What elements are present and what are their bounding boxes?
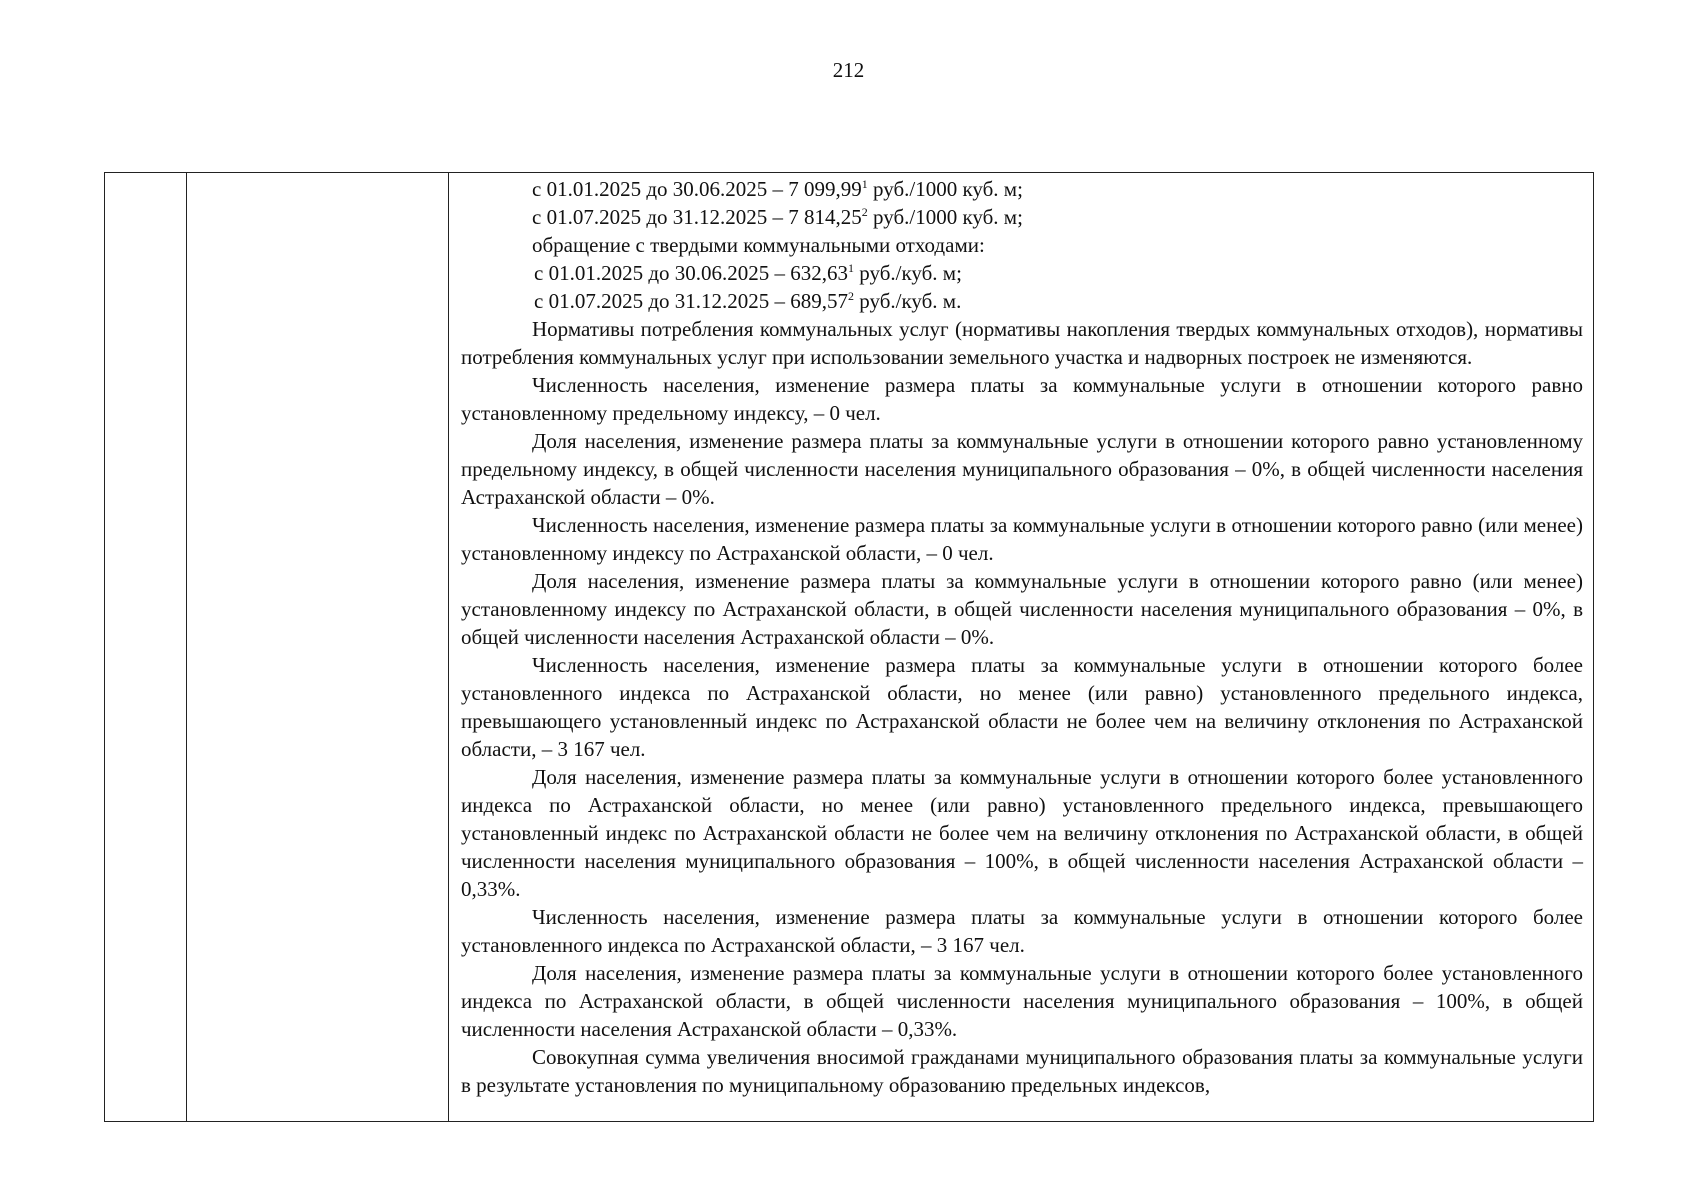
paragraph-share-equal-limit: Доля населения, изменение размера платы за коммунальные услуги в отношении которого равно установленному предельному индексу, в общей численности населения муниципального образования – 0%, в общей численности населения Астраханской области – 0%. <box>461 429 1583 509</box>
table-cell-number <box>105 173 187 1122</box>
paragraph-total-increase: Совокупная сумма увеличения вносимой гражданами муниципального образования платы за коммунальные услуги в результате установления по муниципальному образованию предельных индексов, <box>461 1045 1583 1097</box>
paragraph-population-equal-index: Численность населения, изменение размера платы за коммунальные услуги в отношении которого равно (или менее) установленному индексу по Астраханской области, – 0 чел. <box>461 513 1583 565</box>
paragraph-population-above-index: Численность населения, изменение размера платы за коммунальные услуги в отношении которого более установленного индекса по Астраханской области, – 3 167 чел. <box>461 905 1583 957</box>
footnote-marker: 1 <box>848 261 855 275</box>
paragraph-share-above-index: Доля населения, изменение размера платы за коммунальные услуги в отношении которого более установленного индекса по Астраханской области, в общей численности населения муниципального образования – 100%, в общей численности населения Астраханской области – 0,33%. <box>461 961 1583 1041</box>
page-number: 212 <box>832 58 865 82</box>
rate-heading-waste: обращение с твердыми коммунальными отходами: <box>532 233 985 257</box>
rate-line-1: с 01.01.2025 до 30.06.2025 – 7 099,99$^1$ руб./1000 куб. м; <box>532 177 1023 201</box>
footnote-marker: 1 <box>861 177 868 191</box>
paragraph-share-above-index-within-deviation: Доля населения, изменение размера платы за коммунальные услуги в отношении которого более установленного индекса по Астраханской области, но менее (или равно) установленного предельного индекса, превышающего установленный индекс по Астраханской области не более чем на величину отклонения по Астраханской области, в общей численности населения муниципального образования – 100%, в общей численности населения Астраханской области – 0,33%. <box>461 765 1583 901</box>
paragraph-population-above-index-within-deviation: Численность населения, изменение размера платы за коммунальные услуги в отношении которого более установленного индекса по Астраханской области, но менее (или равно) установленного предельного индекса, превышающего установленный индекс по Астраханской области не более чем на величину отклонения по Астраханской области, – 3 167 чел. <box>461 653 1583 761</box>
footnote-marker: 2 <box>861 205 868 219</box>
paragraph-population-equal-limit: Численность населения, изменение размера платы за коммунальные услуги в отношении которого равно установленному предельному индексу, – 0 чел. <box>461 373 1583 425</box>
document-table <box>104 172 1594 1122</box>
rate-line-4: с 01.07.2025 до 31.12.2025 – 689,57$^2$ руб./куб. м. <box>534 289 962 313</box>
table-cell-content <box>449 173 1594 1122</box>
rate-line-3: с 01.01.2025 до 30.06.2025 – 632,63$^1$ руб./куб. м; <box>534 261 962 285</box>
rate-line-2: с 01.07.2025 до 31.12.2025 – 7 814,25$^2$ руб./1000 куб. м; <box>532 205 1023 229</box>
table-row <box>105 173 1594 1122</box>
footnote-marker: 2 <box>848 289 855 303</box>
paragraph-norms: Нормативы потребления коммунальных услуг (нормативы накопления твердых коммунальных отходов), нормативы потребления коммунальных услуг при использовании земельного участка и надворных построек не изменяются. <box>461 317 1583 369</box>
table-cell-municipality <box>187 173 449 1122</box>
paragraph-share-equal-index: Доля населения, изменение размера платы за коммунальные услуги в отношении которого равно (или менее) установленному индексу по Астраханской области, в общей численности населения муниципального образования – 0%, в общей численности населения Астраханской области – 0%. <box>461 569 1583 649</box>
